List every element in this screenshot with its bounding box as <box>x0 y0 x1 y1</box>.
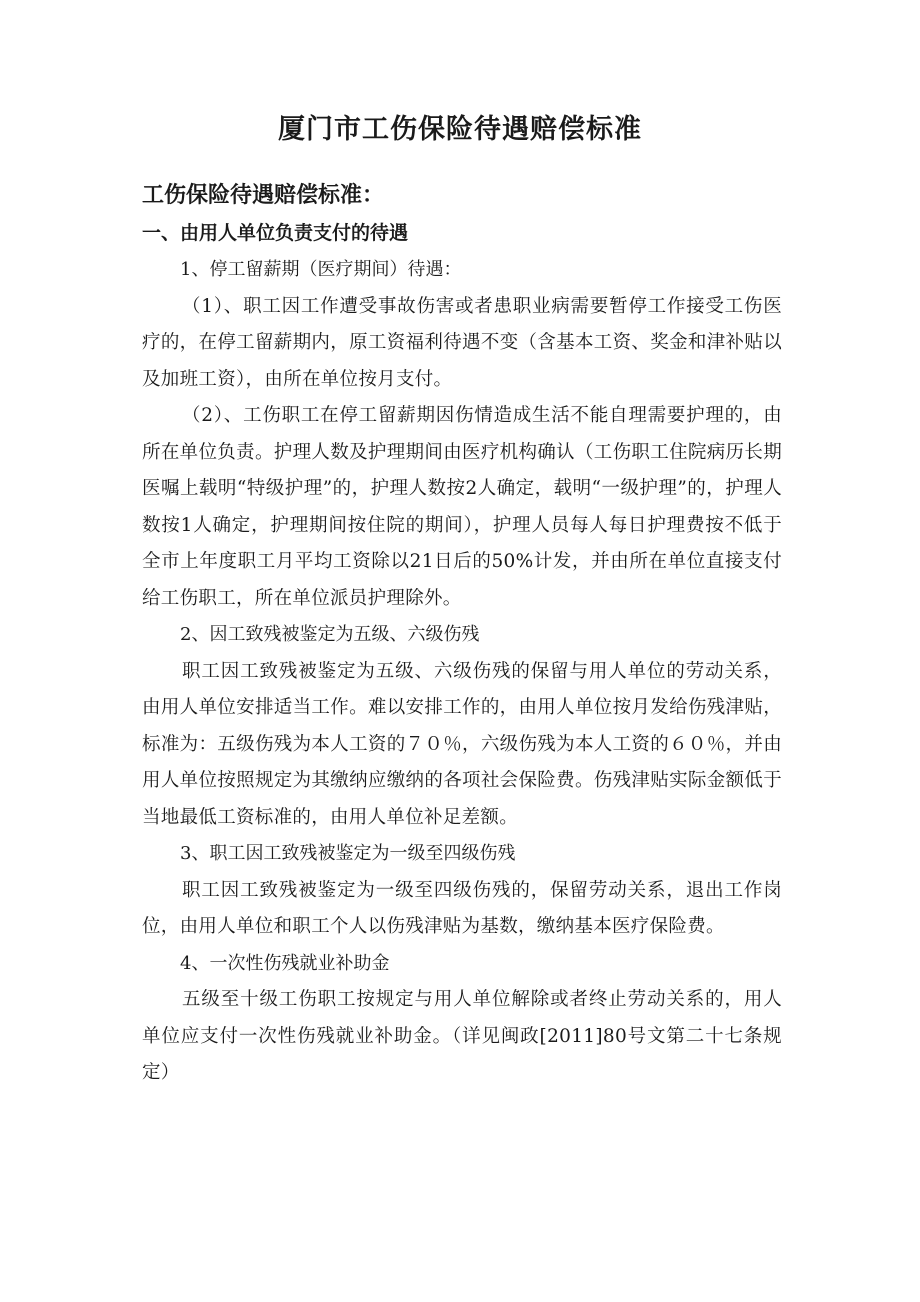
item-1-paragraph-1: （1）、职工因工作遭受事故伤害或者患职业病需要暂停工作接受工伤医疗的，在停工留薪期内，原工资福利待遇不变（含基本工资、奖金和津补贴以及加班工资），由所在单位按月支付。 <box>142 295 782 390</box>
item-1-paragraph-2: （2）、工伤职工在停工留薪期因伤情造成生活不能自理需要护理的，由所在单位负责。护理人数及护理期间由医疗机构确认（工伤职工住院病历长期医嘱上载明“特级护理”的，护理人数按2人确定，载明“一级护理”的，护理人数按1人确定，护理期间按住院的期间），护理人员每人每日护理费按不低于全市上年度职工月平均工资除以21日后的50%计发，并由所在单位直接支付给工伤职工，所在单位派员护理除外。 <box>142 405 782 609</box>
item-4-title: 4、一次性伤残就业补助金 <box>180 952 390 974</box>
section-heading: 工伤保险待遇赔偿标准： <box>142 182 385 208</box>
item-2-title: 2、因工致残被鉴定为五级、六级伤残 <box>180 624 480 645</box>
item-3-paragraph: 职工因工致残被鉴定为一级至四级伤残的，保留劳动关系，退出工作岗位，由用人单位和职工个人以伤残津贴为基数，缴纳基本医疗保险费。 <box>142 879 782 937</box>
item-4-paragraph: 五级至十级工伤职工按规定与用人单位解除或者终止劳动关系的，用人单位应支付一次性伤残就业补助金。（详见闽政[2011]80号文第二十七条规定） <box>142 989 782 1083</box>
document-title: 厦门市工伤保险待遇赔偿标准 <box>278 114 642 145</box>
document-body <box>142 176 782 1092</box>
item-3-title: 3、职工因工致残被鉴定为一级至四级伤残 <box>180 843 516 864</box>
item-2-paragraph: 职工因工致残被鉴定为五级、六级伤残的保留与用人单位的劳动关系，由用人单位安排适当工作。难以安排工作的，由用人单位按月发给伤残津贴，标准为：五级伤残为本人工资的７０％，六级伤残为本人工资的６０％，并由用人单位按照规定为其缴纳应缴纳的各项社会保险费。伤残津贴实际金额低于当地最低工资标准的，由用人单位补足差额。 <box>142 660 782 828</box>
item-1-title: 1、停工留薪期（医疗期间）待遇： <box>180 259 462 280</box>
section-1-heading: 一、由用人单位负责支付的待遇 <box>142 222 409 244</box>
